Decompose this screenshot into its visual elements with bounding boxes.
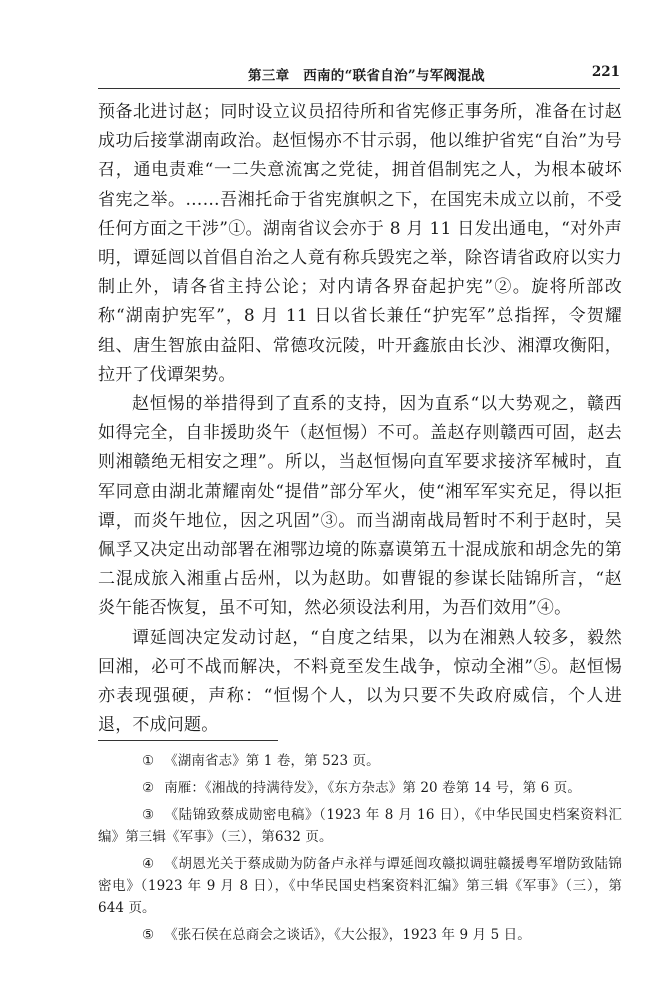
footnotes <box>98 750 622 951</box>
paragraph-1: 预备北进讨赵；同时设立议员招待所和省宪修正事务所，准备在讨赵成功后接掌湖南政治。赵恒惕亦不甘示弱，他以维护省宪“自治”为号召，通电责难“一二失意流寓之党徒，拥首倡制宪之人，为根本破坏省宪之举。……吾湘托命于省宪旗帜之下，在国宪未成立以前，不受任何方面之干涉”①。湖南省议会亦于 8 月 11 日发出通电，“对外声明，谭延闿以首倡自治之人竟有称兵毁宪之举，除咨请省政府以实力制止外，请各省主持公论；对内请各界奋起护宪”②。旋将所部改称“湖南护宪军”，8 月 11 日以省长兼任“护宪军”总指挥，令贺耀组、唐生智旅由益阳、常德攻沅陵，叶开鑫旅由长沙、湘潭攻衡阳，拉开了伐谭架势。 <box>98 102 622 385</box>
footnote-divider <box>98 740 278 741</box>
footnote-text: 南雁：《湘战的持满待发》，《东方杂志》第 20 卷第 14 号，第 6 页。 <box>164 780 581 796</box>
footnote-marker: ④ <box>142 856 155 872</box>
page-number: 221 <box>591 64 620 80</box>
paragraph-2: 赵恒惕的举措得到了直系的支持，因为直系“以大势观之，赣西如得完全，自非援助炎午（赵恒惕）不可。盖赵存则赣西可固，赵去则湘赣绝无相安之理”。所以，当赵恒惕向直军要求接济军械时，直军同意由湖北萧耀南处“提借”部分军火，使“湘军军实充足，得以拒谭，而炎午地位，因之巩固”③。而当湖南战局暂时不利于赵时，吴佩孚又决定出动部署在湘鄂边境的陈嘉谟第五十混成旅和胡念先的第二混成旅入湘重占岳州，以为赵助。如曹锟的参谋长陆锦所言，“赵炎午能否恢复，虽不可知，然必须设法利用，为吾们效用”④。 <box>98 394 622 619</box>
page-header <box>98 62 620 89</box>
footnote-4 <box>98 853 622 919</box>
running-head: 第三章 西南的“联省自治”与军阀混战 <box>248 68 485 84</box>
footnote-text: 《胡恩光关于蔡成勋为防备卢永祥与谭延闿攻赣拟调驻赣援粤军增防致陆锦密电》（1923 年 9 月 8 日），《中华民国史档案资料汇编》第三辑《军事》（三），第 644 页。 <box>98 856 622 916</box>
footnote-marker: ⑤ <box>142 927 155 943</box>
footnote-text: 《陆锦致蔡成勋密电稿》（1923 年 8 月 16 日），《中华民国史档案资料汇编》第三辑《军事》（三），第632 页。 <box>98 807 622 845</box>
footnote-3 <box>98 804 622 848</box>
paragraph-3: 谭延闿决定发动讨赵，“自度之结果，以为在湘熟人较多，毅然回湘，必可不战而解决，不料竟至发生战争，惊动全湘”⑤。赵恒惕亦表现强硬，声称：“恒惕个人，以为只要不失政府威信，个人进退，不成问题。 <box>98 627 622 736</box>
body-text <box>98 98 622 740</box>
footnote-marker: ① <box>142 753 155 769</box>
footnote-text: 《湖南省志》第 1 卷，第 523 页。 <box>164 753 380 769</box>
footnote-1 <box>98 750 622 772</box>
footnote-marker: ② <box>142 780 155 796</box>
footnote-5 <box>98 924 622 946</box>
footnote-text: 《张石侯在总商会之谈话》，《大公报》，1923 年 9 月 5 日。 <box>164 927 531 943</box>
footnote-2 <box>98 777 622 799</box>
footnote-marker: ③ <box>142 807 155 823</box>
